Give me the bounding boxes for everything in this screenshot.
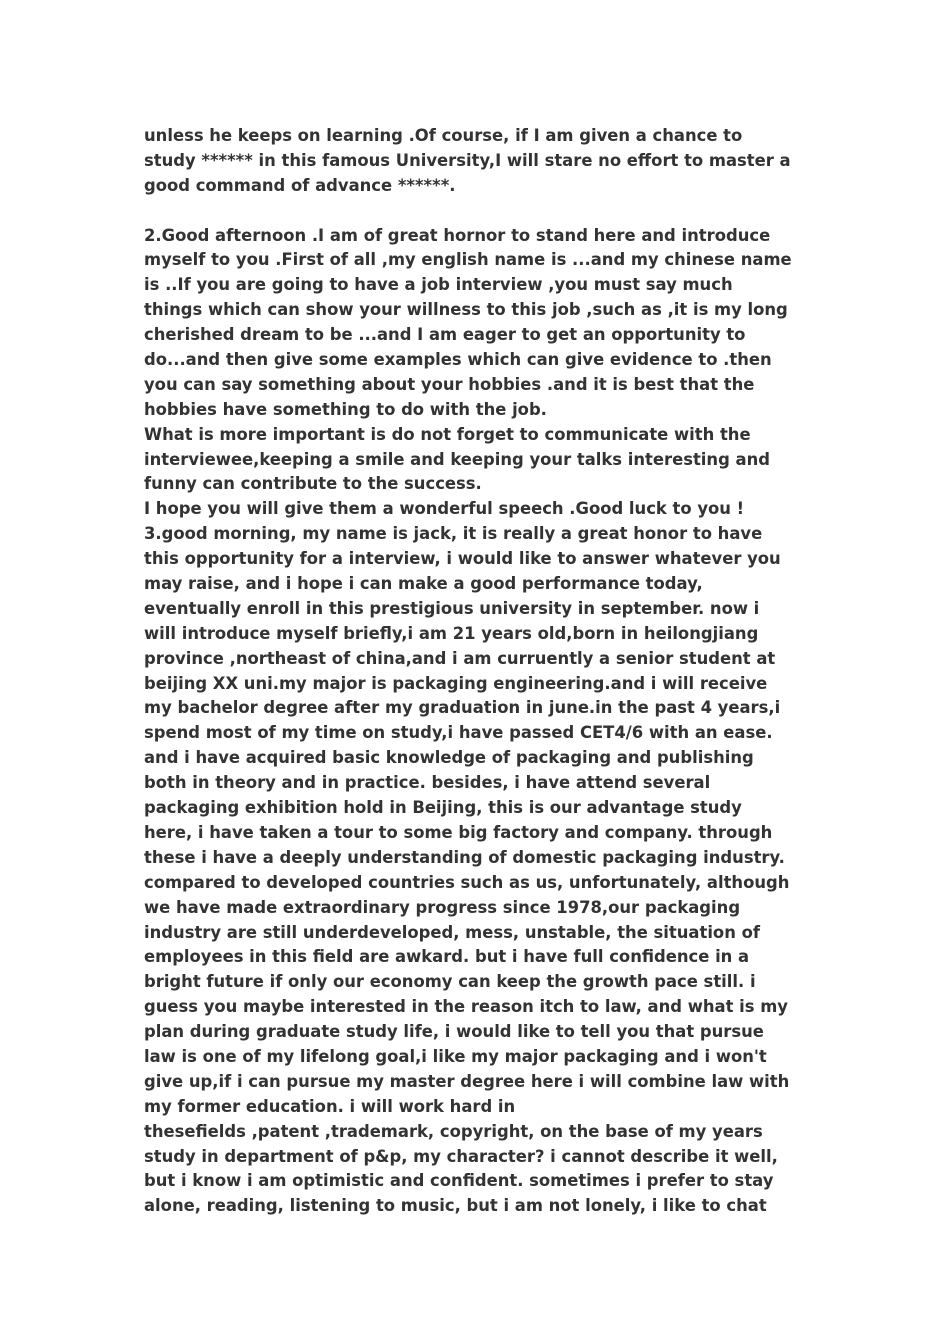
- text-line: is ..If you are going to have a job interview ,you must say much: [144, 275, 733, 295]
- text-line: 3.good morning, my name is jack, it is really a great honor to have: [144, 524, 763, 544]
- blank-line: [144, 199, 824, 224]
- text-line: alone, reading, listening to music, but i am not lonely, i like to chat: [144, 1196, 767, 1216]
- text-line: myself to you .First of all ,my english name is ...and my chinese name: [144, 250, 792, 270]
- text-line: study ****** in this famous University,I will stare no effort to master a: [144, 150, 791, 170]
- text-line: industry are still underdeveloped, mess, unstable, the situation of: [144, 922, 760, 942]
- text-line: guess you maybe interested in the reason itch to law, and what is my: [144, 997, 788, 1017]
- text-line: and i have acquired basic knowledge of packaging and publishing: [144, 748, 754, 768]
- text-line: packaging exhibition hold in Beijing, this is our advantage study: [144, 798, 742, 818]
- text-line: my bachelor degree after my graduation in june.in the past 4 years,i: [144, 698, 781, 718]
- text-line: compared to developed countries such as us, unfortunately, although: [144, 872, 790, 892]
- text-line: study in department of p&p, my character? i cannot describe it well,: [144, 1146, 778, 1166]
- text-line: spend most of my time on study,i have passed CET4/6 with an ease.: [144, 723, 773, 743]
- text-line: thesefields ,patent ,trademark, copyright, on the base of my years: [144, 1121, 763, 1141]
- text-line: hobbies have something to do with the job.: [144, 399, 547, 419]
- text-line: here, i have taken a tour to some big factory and company. through: [144, 822, 773, 842]
- text-line: beijing XX uni.my major is packaging engineering.and i will receive: [144, 673, 768, 693]
- text-line: you can say something about your hobbies .and it is best that the: [144, 374, 755, 394]
- text-line: these i have a deeply understanding of domestic packaging industry.: [144, 847, 785, 867]
- text-line: 2.Good afternoon .I am of great hornor to stand here and introduce: [144, 225, 771, 245]
- text-line: unless he keeps on learning .Of course, if I am given a chance to: [144, 126, 743, 145]
- text-line: law is one of my lifelong goal,i like my major packaging and i won't: [144, 1046, 767, 1066]
- text-line: What is more important is do not forget to communicate with the: [144, 424, 751, 444]
- text-line: will introduce myself briefly,i am 21 years old,born in heilongjiang: [144, 623, 759, 643]
- text-line: bright future if only our economy can keep the growth pace still. i: [144, 972, 756, 992]
- text-line: plan during graduate study life, i would like to tell you that pursue: [144, 1022, 764, 1042]
- body-text: [144, 124, 824, 1219]
- text-line: employees in this field are awkard. but i have full confidence in a: [144, 947, 750, 967]
- text-line: cherished dream to be ...and I am eager to get an opportunity to: [144, 325, 746, 345]
- text-line: do...and then give some examples which can give evidence to .then: [144, 350, 772, 370]
- text-line: funny can contribute to the success.: [144, 474, 482, 494]
- text-line: give up,if i can pursue my master degree here i will combine law with: [144, 1071, 790, 1091]
- text-line: this opportunity for a interview, i would like to answer whatever you: [144, 549, 781, 569]
- text-line: but i know i am optimistic and confident. sometimes i prefer to stay: [144, 1171, 774, 1191]
- text-line: interviewee,keeping a smile and keeping your talks interesting and: [144, 449, 770, 469]
- text-line: may raise, and i hope i can make a good performance today,: [144, 574, 703, 594]
- text-line: province ,northeast of china,and i am curruently a senior student at: [144, 648, 776, 668]
- text-line: both in theory and in practice. besides, i have attend several: [144, 773, 711, 793]
- text-line: things which can show your willness to this job ,such as ,it is my long: [144, 300, 788, 320]
- text-line: we have made extraordinary progress since 1978,our packaging: [144, 897, 741, 917]
- text-line: good command of advance ******.: [144, 175, 456, 195]
- text-line: my former education. i will work hard in: [144, 1096, 516, 1116]
- text-line: eventually enroll in this prestigious university in september. now i: [144, 598, 760, 618]
- text-line: I hope you will give them a wonderful speech .Good luck to you !: [144, 499, 745, 519]
